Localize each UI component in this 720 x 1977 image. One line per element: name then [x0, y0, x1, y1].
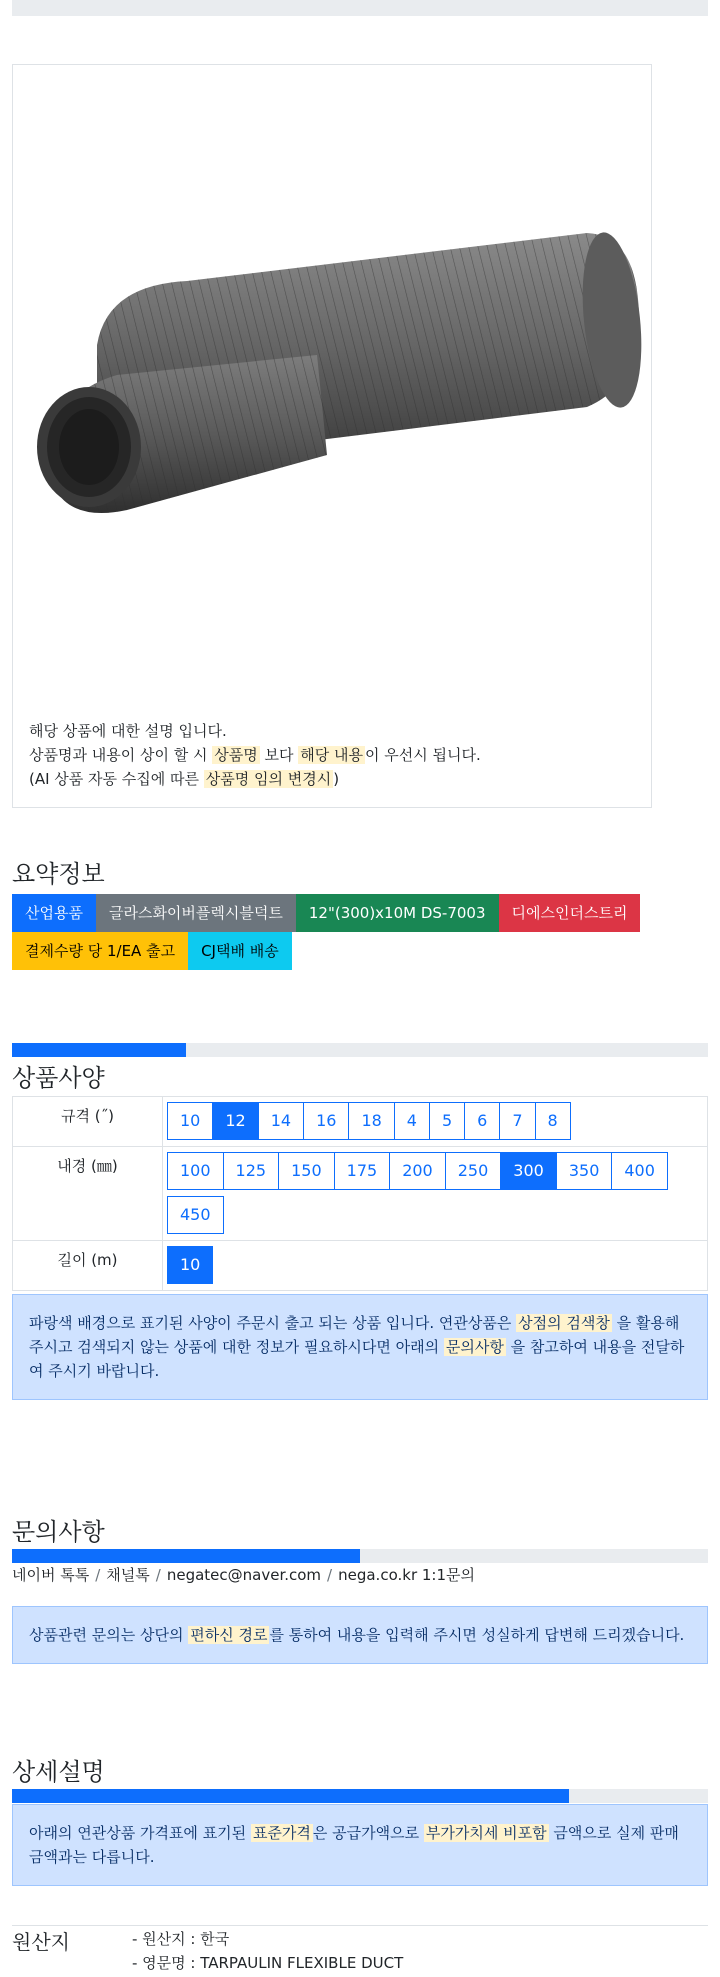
option-button[interactable]: 10	[167, 1102, 213, 1140]
option-button[interactable]: 16	[303, 1102, 349, 1140]
option-button[interactable]: 175	[334, 1152, 391, 1190]
option-button[interactable]: 350	[556, 1152, 613, 1190]
desc-line-3: (AI 상품 자동 수집에 따른 상품명 임의 변경시 )	[29, 770, 340, 788]
option-button[interactable]: 100	[167, 1152, 224, 1190]
contact-email[interactable]: negatec@naver.com	[166, 1566, 322, 1584]
option-button[interactable]: 6	[464, 1102, 500, 1140]
spec-row-length	[13, 1241, 708, 1291]
model-badge: 12"(300)x10M DS-7003	[296, 894, 499, 932]
origin-english-name: - 영문명 : TARPAULIN FLEXIBLE DUCT	[132, 1954, 404, 1972]
option-button[interactable]: 200	[389, 1152, 446, 1190]
spec-options	[163, 1097, 708, 1147]
contact-website-inquiry[interactable]: nega.co.kr 1:1문의	[338, 1566, 475, 1584]
spec-progress-bar	[12, 1043, 708, 1057]
origin-divider	[12, 1925, 708, 1926]
product-type-badge: 글라스화이버플렉시블덕트	[96, 894, 296, 932]
quantity-badge: 결제수량 당 1/EA 출고	[12, 932, 188, 970]
origin-list	[132, 1927, 403, 1975]
contact-channel-talk[interactable]: 채널톡	[106, 1566, 150, 1584]
option-button[interactable]: 250	[445, 1152, 502, 1190]
shipping-badge: CJ택배 배송	[188, 932, 292, 970]
option-button[interactable]: 14	[258, 1102, 304, 1140]
option-button[interactable]: 4	[394, 1102, 430, 1140]
summary-badges	[12, 894, 708, 970]
inquiry-notice: 상품관련 문의는 상단의 편하신 경로 를 통하여 내용을 입력해 주시면 성실하게 답변해 드리겠습니다.	[12, 1606, 708, 1664]
option-button[interactable]: 18	[348, 1102, 394, 1140]
option-button-selected[interactable]: 10	[167, 1246, 213, 1284]
spec-title: 상품사양	[12, 1064, 105, 1092]
option-button[interactable]: 5	[429, 1102, 465, 1140]
option-button[interactable]: 8	[535, 1102, 571, 1140]
product-image-card	[12, 64, 652, 808]
option-button[interactable]: 125	[223, 1152, 280, 1190]
spec-notice: 파랑색 배경으로 표기된 사양이 주문시 출고 되는 상품 입니다. 연관상품은 상점의 검색창 을 활용해 주시고 검색되지 않는 상품에 대한 정보가 필요하시다면 아래의 문의사항 을 참고하여 내용을 전달하여 주시기 바랍니다.	[12, 1294, 708, 1400]
spec-row-inner-diameter	[13, 1147, 708, 1241]
option-button[interactable]: 400	[611, 1152, 668, 1190]
category-badge: 산업용품	[12, 894, 96, 932]
inquiry-title: 문의사항	[12, 1518, 105, 1546]
maker-badge: 디에스인더스트리	[499, 894, 641, 932]
contact-naver-talk[interactable]: 네이버 톡톡	[12, 1566, 90, 1584]
spec-options	[163, 1147, 708, 1241]
spec-row-size	[13, 1097, 708, 1147]
summary-title: 요약정보	[12, 860, 105, 888]
spec-label: 길이 (m)	[13, 1241, 163, 1291]
option-button[interactable]: 150	[278, 1152, 335, 1190]
detail-title: 상세설명	[12, 1758, 105, 1786]
origin-title: 원산지	[12, 1930, 70, 1954]
inquiry-progress-bar	[12, 1549, 708, 1563]
flexible-duct-image	[27, 225, 647, 605]
option-button[interactable]: 7	[499, 1102, 535, 1140]
option-button[interactable]: 450	[167, 1196, 224, 1234]
origin-country: - 원산지 : 한국	[132, 1930, 230, 1948]
spec-options	[163, 1241, 708, 1291]
option-button-selected[interactable]: 12	[212, 1102, 258, 1140]
detail-notice: 아래의 연관상품 가격표에 표기된 표준가격 은 공급가액으로 부가가치세 비포함 금액으로 실제 판매금액과는 다릅니다.	[12, 1804, 708, 1886]
spec-label: 규격 (˝)	[13, 1097, 163, 1147]
desc-line-2: 상품명과 내용이 상이 할 시 상품명 보다 해당 내용 이 우선시 됩니다.	[29, 746, 481, 764]
contact-links: 네이버 톡톡 / 채널톡 / negatec@naver.com / nega.co.kr 1:1문의	[12, 1566, 475, 1584]
top-bar	[12, 0, 708, 16]
spec-table	[12, 1096, 708, 1291]
spec-label: 내경 (㎜)	[13, 1147, 163, 1241]
desc-line-1: 해당 상품에 대한 설명 입니다.	[29, 722, 227, 740]
product-description	[29, 719, 635, 791]
option-button-selected[interactable]: 300	[500, 1152, 557, 1190]
detail-progress-bar	[12, 1789, 708, 1803]
